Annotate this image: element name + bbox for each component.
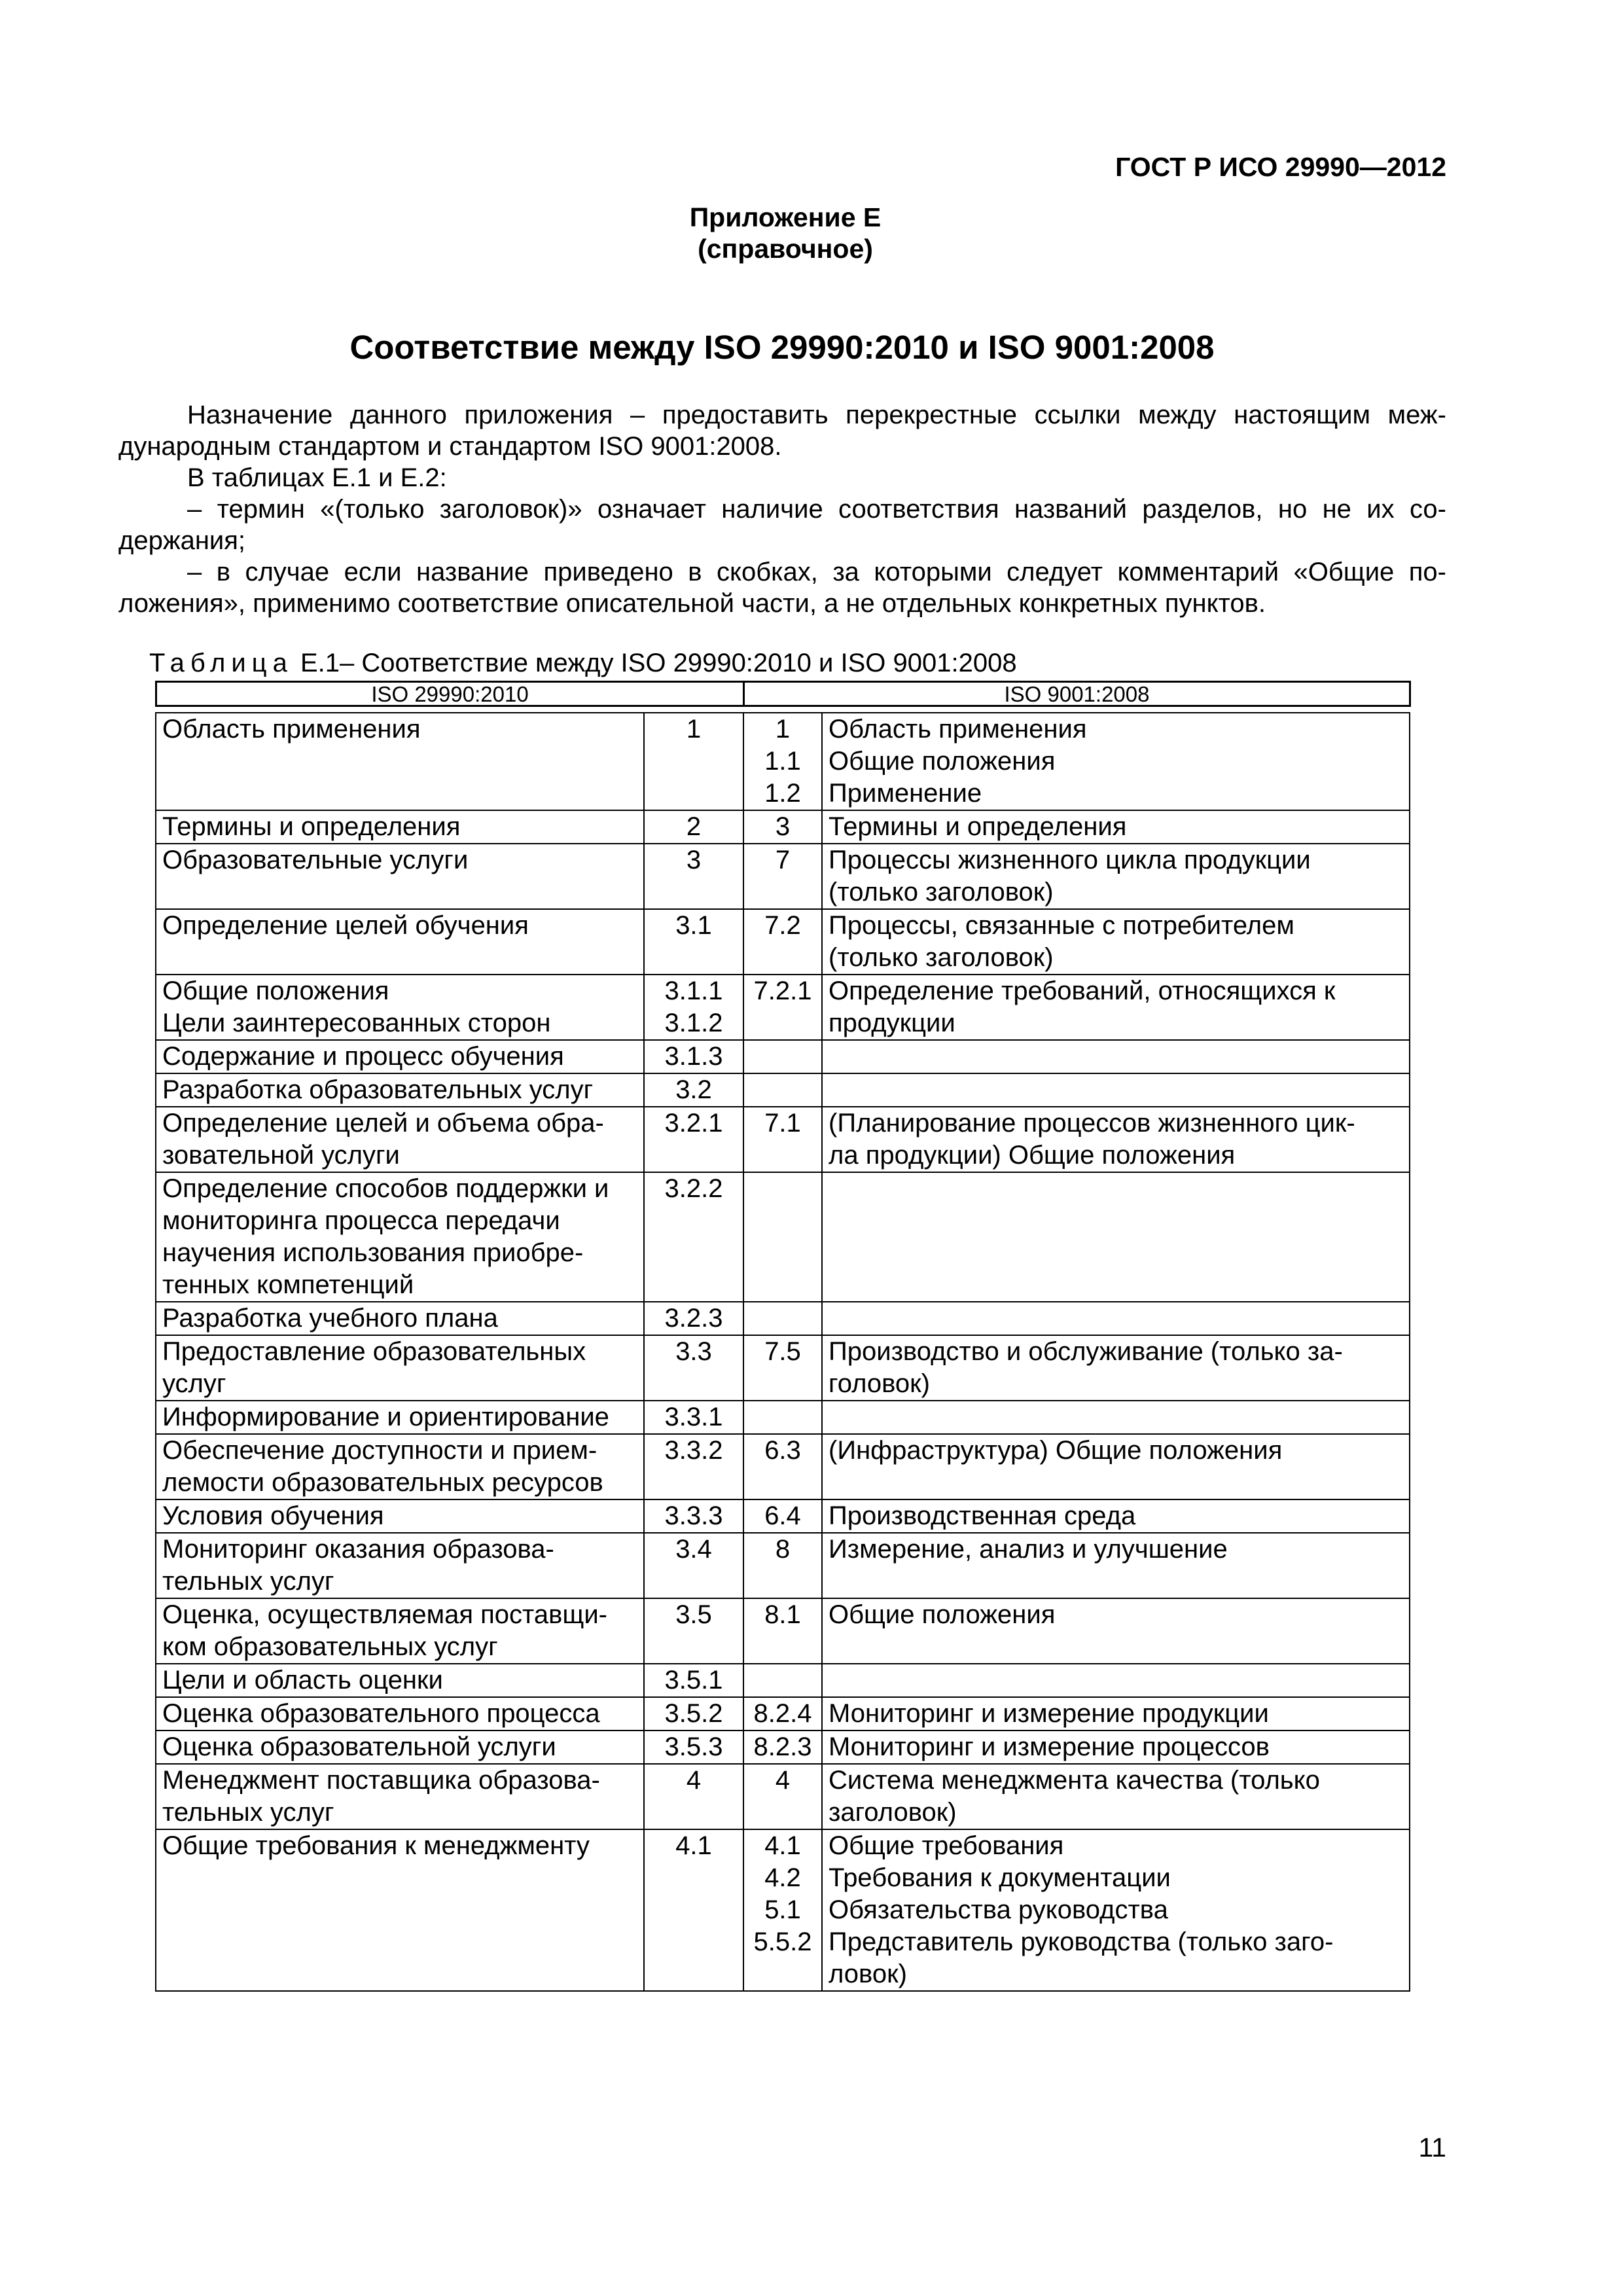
section-title-9001-cell <box>822 1302 1410 1335</box>
section-title-29990: зовательной услуги <box>162 1141 400 1170</box>
clause-number-29990-cell <box>644 1040 743 1073</box>
annex-subtitle: (справочное) <box>698 234 873 264</box>
clause-number-9001-cell <box>743 844 822 909</box>
clause-number-9001: 5.5.2 <box>753 1928 812 1956</box>
section-title-9001: головок) <box>829 1369 930 1398</box>
clause-number-9001: 6.3 <box>764 1436 801 1465</box>
clause-number-29990-cell <box>644 1731 743 1764</box>
section-title-9001: Процессы, связанные с потребителем <box>829 911 1294 940</box>
section-title-9001: Производство и обслуживание (только за- <box>829 1337 1343 1366</box>
clause-number-9001: 7 <box>775 846 791 874</box>
clause-number-29990: 3.2.2 <box>664 1174 723 1203</box>
clause-number-29990-cell <box>644 1598 743 1664</box>
clause-number-9001: 5.1 <box>764 1895 801 1924</box>
clause-number-29990-cell <box>644 909 743 975</box>
section-title-29990: Оценка образовательного процесса <box>162 1699 600 1728</box>
clause-number-29990: 3.5.1 <box>664 1666 723 1695</box>
table-row <box>156 1302 1410 1335</box>
section-title-29990-cell <box>156 1764 644 1829</box>
section-title-29990-cell <box>156 1073 644 1107</box>
section-title-9001: Производственная среда <box>829 1501 1136 1530</box>
clause-number-29990-cell <box>644 1697 743 1731</box>
section-title-29990: Образовательные услуги <box>162 846 469 874</box>
section-title-29990: Информирование и ориентирование <box>162 1403 609 1431</box>
section-title-29990: Область применения <box>162 715 421 744</box>
section-title-9001: Применение <box>829 779 982 808</box>
table-row <box>156 1434 1410 1499</box>
section-title-29990-cell <box>156 1107 644 1172</box>
section-title-9001-cell <box>822 1401 1410 1434</box>
clause-number-29990-cell <box>644 1335 743 1401</box>
section-title-9001: Мониторинг и измерение процессов <box>829 1732 1270 1761</box>
table-row <box>156 1764 1410 1829</box>
clause-number-29990: 3.2 <box>675 1075 712 1104</box>
section-title-29990-cell <box>156 1302 644 1335</box>
clause-number-29990: 3.2.1 <box>664 1109 723 1138</box>
clause-number-29990: 4 <box>686 1766 702 1795</box>
clause-number-29990-cell <box>644 1073 743 1107</box>
table-row <box>156 1040 1410 1073</box>
clause-number-9001: 8 <box>775 1535 791 1564</box>
clause-number-29990: 3.1.2 <box>664 1009 723 1037</box>
section-title-9001: Общие положения <box>829 1600 1056 1629</box>
clause-number-29990: 3.4 <box>675 1535 712 1564</box>
section-title-29990-cell <box>156 975 644 1040</box>
table-row <box>156 1829 1410 1991</box>
annex-heading: Соответствие между ISO 29990:2010 и ISO 9001:2008 <box>349 329 1215 366</box>
page-number: 11 <box>1418 2132 1446 2162</box>
table-row <box>156 1731 1410 1764</box>
section-title-9001: Определение требований, относящихся к <box>829 977 1336 1005</box>
section-title-29990-cell <box>156 810 644 844</box>
section-title-9001-cell <box>822 1434 1410 1499</box>
section-title-29990-cell <box>156 844 644 909</box>
clause-number-9001: 4 <box>775 1766 791 1795</box>
section-title-9001: продукции <box>829 1009 955 1037</box>
section-title-29990: Менеджмент поставщика образова- <box>162 1766 600 1795</box>
section-title-29990: научения использования приобре- <box>162 1238 584 1267</box>
section-title-29990: Разработка учебного плана <box>162 1304 498 1333</box>
section-title-29990-cell <box>156 1040 644 1073</box>
section-title-9001-cell <box>822 1073 1410 1107</box>
clause-number-9001: 1.1 <box>764 747 801 776</box>
section-title-9001: (Инфраструктура) Общие положения <box>829 1436 1283 1465</box>
intro-text <box>118 399 1446 619</box>
clause-number-9001-cell <box>743 1302 822 1335</box>
clause-number-29990-cell <box>644 1499 743 1533</box>
clause-number-9001: 1 <box>775 715 791 744</box>
table-row <box>156 909 1410 975</box>
table-row <box>156 1107 1410 1172</box>
section-title-29990: Обеспечение доступности и прием- <box>162 1436 597 1465</box>
section-title-9001-cell <box>822 1697 1410 1731</box>
section-title-29990: Оценка, осуществляемая поставщи- <box>162 1600 607 1629</box>
clause-number-29990-cell <box>644 1664 743 1697</box>
section-title-9001-cell <box>822 1335 1410 1401</box>
table-row <box>156 975 1410 1040</box>
clause-number-29990-cell <box>644 1302 743 1335</box>
table-row <box>156 1172 1410 1302</box>
section-title-9001-cell <box>822 1764 1410 1829</box>
section-title-9001: Общие требования <box>829 1831 1064 1860</box>
section-title-29990: Общие положения <box>162 977 389 1005</box>
section-title-29990: Определение целей обучения <box>162 911 529 940</box>
section-title-9001: Область применения <box>829 715 1087 744</box>
annex-title: Приложение Е <box>689 202 882 232</box>
table-row <box>156 1598 1410 1664</box>
section-title-29990-cell <box>156 1499 644 1533</box>
section-title-29990: Условия обучения <box>162 1501 384 1530</box>
section-title-29990: Термины и определения <box>162 812 461 841</box>
clause-number-9001: 8.1 <box>764 1600 801 1629</box>
clause-number-29990: 2 <box>686 812 702 841</box>
section-title-9001-cell <box>822 975 1410 1040</box>
clause-number-9001: 7.1 <box>764 1109 801 1138</box>
section-title-29990-cell <box>156 1434 644 1499</box>
clause-number-9001-cell <box>743 713 822 810</box>
section-title-9001: (только заголовок) <box>829 943 1054 972</box>
section-title-29990: мониторинга процесса передачи <box>162 1206 560 1235</box>
clause-number-9001: 1.2 <box>764 779 801 808</box>
section-title-29990: Общие требования к менеджменту <box>162 1831 590 1860</box>
section-title-9001-cell <box>822 844 1410 909</box>
clause-number-9001-cell <box>743 1172 822 1302</box>
section-title-29990-cell <box>156 1533 644 1598</box>
clause-number-9001-cell <box>743 1434 822 1499</box>
section-title-29990-cell <box>156 1401 644 1434</box>
section-title-9001: заголовок) <box>829 1798 957 1827</box>
table-row <box>156 1073 1410 1107</box>
section-title-9001: Общие положения <box>829 747 1056 776</box>
clause-number-9001: 4.2 <box>764 1863 801 1892</box>
table-body <box>156 713 1410 1991</box>
section-title-9001-cell <box>822 1598 1410 1664</box>
clause-number-9001: 7.5 <box>764 1337 801 1366</box>
intro-paragraph: В таблицах Е.1 и Е.2: <box>187 463 447 492</box>
table-row <box>156 1664 1410 1697</box>
clause-number-9001-cell <box>743 1335 822 1401</box>
clause-number-9001: 7.2 <box>764 911 801 940</box>
clause-number-9001: 8.2.4 <box>753 1699 812 1728</box>
table-caption-text: Е.1– Соответствие между ISO 29990:2010 и ISO 9001:2008 <box>300 649 1017 677</box>
clause-number-9001-cell <box>743 1533 822 1598</box>
table-caption <box>149 650 1017 676</box>
clause-number-9001-cell <box>743 1107 822 1172</box>
section-title-9001-cell <box>822 1829 1410 1991</box>
clause-number-9001: 6.4 <box>764 1501 801 1530</box>
clause-number-29990-cell <box>644 1172 743 1302</box>
clause-number-29990: 3.3.1 <box>664 1403 723 1431</box>
correspondence-table <box>155 712 1410 1992</box>
clause-number-9001-cell <box>743 1598 822 1664</box>
section-title-29990-cell <box>156 1829 644 1991</box>
table-row <box>156 844 1410 909</box>
section-title-9001: Измерение, анализ и улучшение <box>829 1535 1228 1564</box>
clause-number-29990: 4.1 <box>675 1831 712 1860</box>
section-title-9001: (только заголовок) <box>829 878 1054 906</box>
section-title-9001: Термины и определения <box>829 812 1127 841</box>
section-title-9001-cell <box>822 1731 1410 1764</box>
clause-number-29990: 3 <box>686 846 702 874</box>
clause-number-9001-cell <box>743 810 822 844</box>
header-iso-29990: ISO 29990:2010 <box>156 682 744 706</box>
clause-number-29990-cell <box>644 810 743 844</box>
section-title-9001-cell <box>822 810 1410 844</box>
clause-number-29990-cell <box>644 975 743 1040</box>
section-title-9001-cell <box>822 1533 1410 1598</box>
clause-number-9001: 4.1 <box>764 1831 801 1860</box>
clause-number-29990-cell <box>644 1829 743 1991</box>
clause-number-29990: 3.5.3 <box>664 1732 723 1761</box>
section-title-29990-cell <box>156 713 644 810</box>
clause-number-29990: 3.5.2 <box>664 1699 723 1728</box>
section-title-29990: Определение целей и объема обра- <box>162 1109 604 1138</box>
clause-number-9001-cell <box>743 1664 822 1697</box>
section-title-9001-cell <box>822 909 1410 975</box>
section-title-29990: ком образовательных услуг <box>162 1632 498 1661</box>
table-row <box>156 1499 1410 1533</box>
table-row <box>156 810 1410 844</box>
clause-number-29990-cell <box>644 1401 743 1434</box>
clause-number-9001-cell <box>743 1499 822 1533</box>
section-title-29990-cell <box>156 1697 644 1731</box>
section-title-29990-cell <box>156 1598 644 1664</box>
clause-number-29990-cell <box>644 1533 743 1598</box>
clause-number-9001-cell <box>743 1697 822 1731</box>
section-title-29990: Содержание и процесс обучения <box>162 1042 564 1071</box>
clause-number-29990-cell <box>644 1107 743 1172</box>
section-title-29990-cell <box>156 909 644 975</box>
clause-number-29990: 3.1.3 <box>664 1042 723 1071</box>
section-title-9001-cell <box>822 1172 1410 1302</box>
section-title-29990: услуг <box>162 1369 226 1398</box>
clause-number-9001-cell <box>743 1764 822 1829</box>
section-title-29990-cell <box>156 1335 644 1401</box>
table-row <box>156 1335 1410 1401</box>
intro-paragraph: – термин «(только заголовок)» означает наличие соответствия названий разделов, но не их со-держания; <box>118 495 1446 555</box>
table-header <box>155 681 1411 707</box>
table-row <box>156 1533 1410 1598</box>
clause-number-9001: 7.2.1 <box>753 977 812 1005</box>
clause-number-29990-cell <box>644 844 743 909</box>
clause-number-29990: 3.3.2 <box>664 1436 723 1465</box>
section-title-9001-cell <box>822 1040 1410 1073</box>
table-row <box>156 1697 1410 1731</box>
clause-number-9001-cell <box>743 909 822 975</box>
clause-number-29990: 1 <box>686 715 702 744</box>
clause-number-9001-cell <box>743 1731 822 1764</box>
clause-number-29990: 3.3.3 <box>664 1501 723 1530</box>
section-title-29990: лемости образовательных ресурсов <box>162 1468 603 1497</box>
clause-number-29990: 3.1 <box>675 911 712 940</box>
table-row <box>156 1401 1410 1434</box>
clause-number-9001-cell <box>743 1401 822 1434</box>
section-title-29990: Мониторинг оказания образова- <box>162 1535 554 1564</box>
section-title-29990: Цели заинтересованных сторон <box>162 1009 551 1037</box>
section-title-9001: ловок) <box>829 1960 907 1988</box>
section-title-9001: Мониторинг и измерение продукции <box>829 1699 1269 1728</box>
section-title-29990-cell <box>156 1731 644 1764</box>
clause-number-9001-cell <box>743 1040 822 1073</box>
section-title-9001-cell <box>822 1107 1410 1172</box>
section-title-29990: Определение способов поддержки и <box>162 1174 609 1203</box>
intro-paragraph: Назначение данного приложения – предоставить перекрестные ссылки между настоящим меж-дународным стандартом и стандартом ISO 9001:2008. <box>118 401 1446 461</box>
clause-number-9001: 3 <box>775 812 791 841</box>
section-title-29990: тельных услуг <box>162 1798 334 1827</box>
table-caption-word: Таблица <box>149 649 293 677</box>
section-title-9001: Представитель руководства (только заго- <box>829 1928 1334 1956</box>
section-title-9001: (Планирование процессов жизненного цик- <box>829 1109 1355 1138</box>
section-title-9001: Обязательства руководства <box>829 1895 1168 1924</box>
section-title-29990-cell <box>156 1664 644 1697</box>
section-title-9001: Процессы жизненного цикла продукции <box>829 846 1311 874</box>
clause-number-29990-cell <box>644 1764 743 1829</box>
clause-number-9001-cell <box>743 975 822 1040</box>
intro-paragraph: – в случае если название приведено в скобках, за которыми следует комментарий «Общие по-ложения», применимо соответствие описательной части, а не отдельных конкретных пунктов. <box>118 558 1446 618</box>
section-title-9001-cell <box>822 713 1410 810</box>
section-title-9001-cell <box>822 1499 1410 1533</box>
standard-number: ГОСТ Р ИСО 29990—2012 <box>1115 152 1446 182</box>
section-title-29990: Оценка образовательной услуги <box>162 1732 556 1761</box>
section-title-29990: Предоставление образовательных <box>162 1337 586 1366</box>
section-title-9001: ла продукции) Общие положения <box>829 1141 1236 1170</box>
section-title-29990: Разработка образовательных услуг <box>162 1075 594 1104</box>
section-title-29990-cell <box>156 1172 644 1302</box>
section-title-9001-cell <box>822 1664 1410 1697</box>
section-title-29990: тенных компетенций <box>162 1270 414 1299</box>
clause-number-29990: 3.2.3 <box>664 1304 723 1333</box>
header-iso-9001: ISO 9001:2008 <box>744 682 1410 706</box>
section-title-29990: тельных услуг <box>162 1567 334 1596</box>
section-title-29990: Цели и область оценки <box>162 1666 443 1695</box>
clause-number-29990: 3.3 <box>675 1337 712 1366</box>
section-title-9001: Система менеджмента качества (только <box>829 1766 1320 1795</box>
clause-number-29990-cell <box>644 1434 743 1499</box>
clause-number-29990: 3.5 <box>675 1600 712 1629</box>
clause-number-9001-cell <box>743 1073 822 1107</box>
clause-number-29990: 3.1.1 <box>664 977 723 1005</box>
clause-number-9001: 8.2.3 <box>753 1732 812 1761</box>
section-title-9001: Требования к документации <box>829 1863 1171 1892</box>
table-row <box>156 713 1410 810</box>
clause-number-9001-cell <box>743 1829 822 1991</box>
clause-number-29990-cell <box>644 713 743 810</box>
